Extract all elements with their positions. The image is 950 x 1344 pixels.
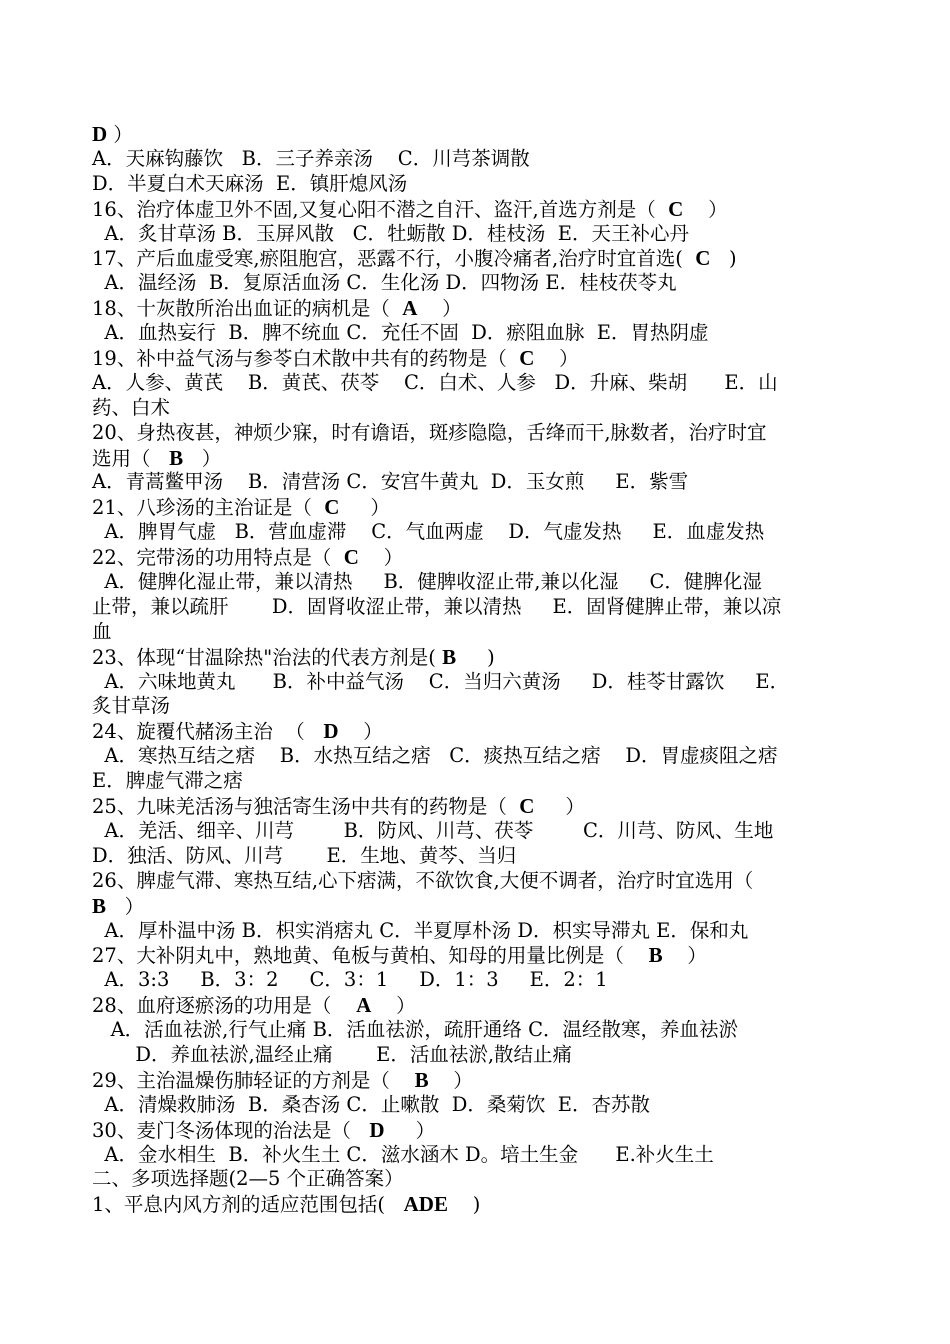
answer-key: C <box>519 346 535 371</box>
document-page <box>92 122 862 1217</box>
answer-key: B <box>442 644 457 669</box>
line-text: A．天麻钩藤饮 B．三子养亲汤 C．川芎茶调散 <box>92 146 530 170</box>
text-line <box>92 1167 862 1192</box>
line-text: D．养血祛淤,温经止痛 E．活血祛淤,散结止痛 <box>92 1042 573 1066</box>
line-text: 25、九味羌活汤与独活寄生汤中共有的药物是（ <box>92 795 520 819</box>
text-line <box>92 620 862 645</box>
text-line <box>92 396 862 421</box>
text-line <box>92 719 862 744</box>
text-line <box>92 844 862 869</box>
closing-paren: ） <box>371 994 416 1018</box>
closing-paren: ） <box>107 123 133 146</box>
text-line <box>92 371 862 396</box>
text-line <box>92 147 862 172</box>
text-line <box>92 744 862 769</box>
text-line <box>92 794 862 819</box>
line-text: 选用（ <box>92 446 170 470</box>
answer-key: B <box>414 1067 429 1092</box>
closing-paren: ） <box>417 297 462 321</box>
closing-paren: ) <box>456 645 495 669</box>
answer-key: ADE <box>403 1192 448 1217</box>
text-line <box>92 819 862 844</box>
line-text: 22、完带汤的功用特点是（ <box>92 546 344 570</box>
answer-key: A <box>356 993 372 1018</box>
line-text: A．金水相生 B．补火生土 C．滋水涵木 D。培土生金 E.补火生土 <box>92 1142 714 1166</box>
line-text: 21、八珍汤的主治证是（ <box>92 496 325 520</box>
text-line <box>92 545 862 570</box>
line-text: A．六味地黄丸 B．补中益气汤 C．当归六黄汤 D．桂苓甘露饮 E． <box>92 669 790 693</box>
line-text: A．人参、黄芪 B．黄芪、茯苓 C．白术、人参 D．升麻、柴胡 E．山 <box>92 370 778 394</box>
line-text: 血 <box>92 619 112 643</box>
line-text: 29、主治温燥伤肺轻证的方剂是（ <box>92 1068 415 1092</box>
line-text: A．健脾化湿止带，兼以清热 B．健脾收涩止带,兼以化湿 C．健脾化湿 <box>92 570 762 594</box>
closing-paren: ） <box>662 944 707 968</box>
line-text: 27、大补阴丸中，熟地黄、龟板与黄柏、知母的用量比例是（ <box>92 944 649 968</box>
line-text: 18、十灰散所治出血证的病机是（ <box>92 297 403 321</box>
text-line <box>92 1192 862 1217</box>
text-line <box>92 1118 862 1143</box>
line-text: A．清燥救肺汤 B．桑杏汤 C．止嗽散 D．桑菊饮 E．杏苏散 <box>92 1092 650 1116</box>
closing-paren: ) <box>447 1193 481 1217</box>
text-line <box>92 122 862 147</box>
line-text: 1、平息内风方剂的适应范围包括( <box>92 1193 404 1217</box>
closing-paren: ） <box>183 446 222 470</box>
line-text: 26、脾虚气滞、寒热互结,心下痞满，不欲饮食,大便不调者，治疗时宜选用（ <box>92 868 754 892</box>
line-text: D．半夏白术天麻汤 E．镇肝熄风汤 <box>92 171 408 195</box>
line-text: 24、旋覆代赭汤主治 （ <box>92 720 324 744</box>
line-text: A．炙甘草汤 B．玉屏风散 C．牡蛎散 D．桂枝汤 E．天王补心丹 <box>92 221 689 245</box>
text-line <box>92 197 862 222</box>
line-text: 23、体现“甘温除热"治法的代表方剂是( <box>92 645 443 669</box>
closing-paren: ） <box>106 894 145 918</box>
answer-key: D <box>323 719 339 744</box>
answer-key: C <box>343 545 359 570</box>
text-line <box>92 595 862 620</box>
text-line <box>92 570 862 595</box>
text-line <box>92 694 862 719</box>
answer-key: C <box>324 495 340 520</box>
answer-key: B <box>92 893 107 918</box>
answer-key: B <box>169 445 184 470</box>
closing-paren: ） <box>339 496 390 520</box>
answer-key: A <box>402 296 418 321</box>
line-text: 止带，兼以疏肝 D．固肾收涩止带，兼以清热 E．固肾健脾止带，兼以凉 <box>92 594 782 618</box>
line-text: A．活血祛淤,行气止痛 B．活血祛淤，疏肝通络 C．温经散寒，养血祛淤 <box>92 1018 739 1042</box>
text-line <box>92 943 862 968</box>
text-line <box>92 1093 862 1118</box>
line-text: D．独活、防风、川芎 E．生地、黄芩、当归 <box>92 843 517 867</box>
closing-paren: ） <box>534 347 579 371</box>
line-text: A．青蒿鳖甲汤 B．清营汤 C．安宫牛黄丸 D．玉女煎 E．紫雪 <box>92 470 689 494</box>
line-text: 二、多项选择题(2—5 个正确答案） <box>92 1167 404 1191</box>
line-text: 19、补中益气汤与参苓白术散中共有的药物是（ <box>92 347 520 371</box>
text-line <box>92 1043 862 1068</box>
text-line <box>92 321 862 346</box>
closing-paren: ） <box>338 720 383 744</box>
text-line <box>92 495 862 520</box>
line-text: 炙甘草汤 <box>92 694 171 718</box>
text-line <box>92 968 862 993</box>
text-line <box>92 446 862 471</box>
line-text: E．脾虚气滞之痞 <box>92 769 243 793</box>
text-line <box>92 1018 862 1043</box>
line-text: 20、身热夜甚，神烦少寐，时有谵语，斑疹隐隐，舌绛而干,脉数者，治疗时宜 <box>92 420 767 444</box>
answer-key: C <box>695 246 711 271</box>
text-line <box>92 869 862 894</box>
line-text: A．3:3 B．3：2 C．3：1 D．1：3 E．2：1 <box>92 968 608 992</box>
line-text: 17、产后血虚受寒,瘀阻胞宫，恶露不行，小腹冷痛者,治疗时宜首选( <box>92 247 696 271</box>
text-line <box>92 421 862 446</box>
closing-paren: ） <box>683 197 728 221</box>
closing-paren: ） <box>358 546 404 570</box>
closing-paren: ） <box>428 1068 473 1092</box>
line-text: A．血热妄行 B．脾不统血 C．充任不固 D．瘀阻血脉 E．胃热阴虚 <box>92 321 709 345</box>
text-line <box>92 271 862 296</box>
text-line <box>92 670 862 695</box>
line-text: A．厚朴温中汤 B．枳实消痞丸 C．半夏厚朴汤 D．枳实导滞丸 E．保和丸 <box>92 918 749 942</box>
text-line <box>92 296 862 321</box>
answer-key: C <box>519 794 535 819</box>
text-line <box>92 1143 862 1168</box>
line-text: 30、麦门冬汤体现的治法是（ <box>92 1118 370 1142</box>
closing-paren: ） <box>534 795 585 819</box>
text-line <box>92 346 862 371</box>
text-line <box>92 769 862 794</box>
text-line <box>92 645 862 670</box>
line-text: A．脾胃气虚 B．营血虚滞 C．气血两虚 D．气虚发热 E．血虚发热 <box>92 520 765 544</box>
text-line <box>92 894 862 919</box>
text-line <box>92 520 862 545</box>
line-text: A．温经汤 B．复原活血汤 C．生化汤 D．四物汤 E．桂枝茯苓丸 <box>92 271 677 295</box>
text-line <box>92 1068 862 1093</box>
answer-key: D <box>369 1117 385 1142</box>
text-line <box>92 470 862 495</box>
line-text: 16、治疗体虚卫外不固,又复心阳不潜之自汗、盗汗,首选方剂是（ <box>92 197 669 221</box>
text-line <box>92 172 862 197</box>
closing-paren: ） <box>384 1118 436 1142</box>
answer-key: D <box>92 122 108 146</box>
text-line <box>92 919 862 944</box>
text-line <box>92 246 862 271</box>
closing-paren: ) <box>710 247 737 271</box>
text-line <box>92 222 862 247</box>
answer-key: B <box>648 943 663 968</box>
line-text: A．羌活、细辛、川芎 B．防风、川芎、茯苓 C．川芎、防风、生地 <box>92 818 774 842</box>
text-line <box>92 993 862 1018</box>
line-text: 药、白术 <box>92 395 171 419</box>
answer-key: C <box>668 196 684 221</box>
line-text: 28、血府逐瘀汤的功用是（ <box>92 994 357 1018</box>
line-text: A．寒热互结之痞 B．水热互结之痞 C．痰热互结之痞 D．胃虚痰阻之痞 <box>92 744 778 768</box>
